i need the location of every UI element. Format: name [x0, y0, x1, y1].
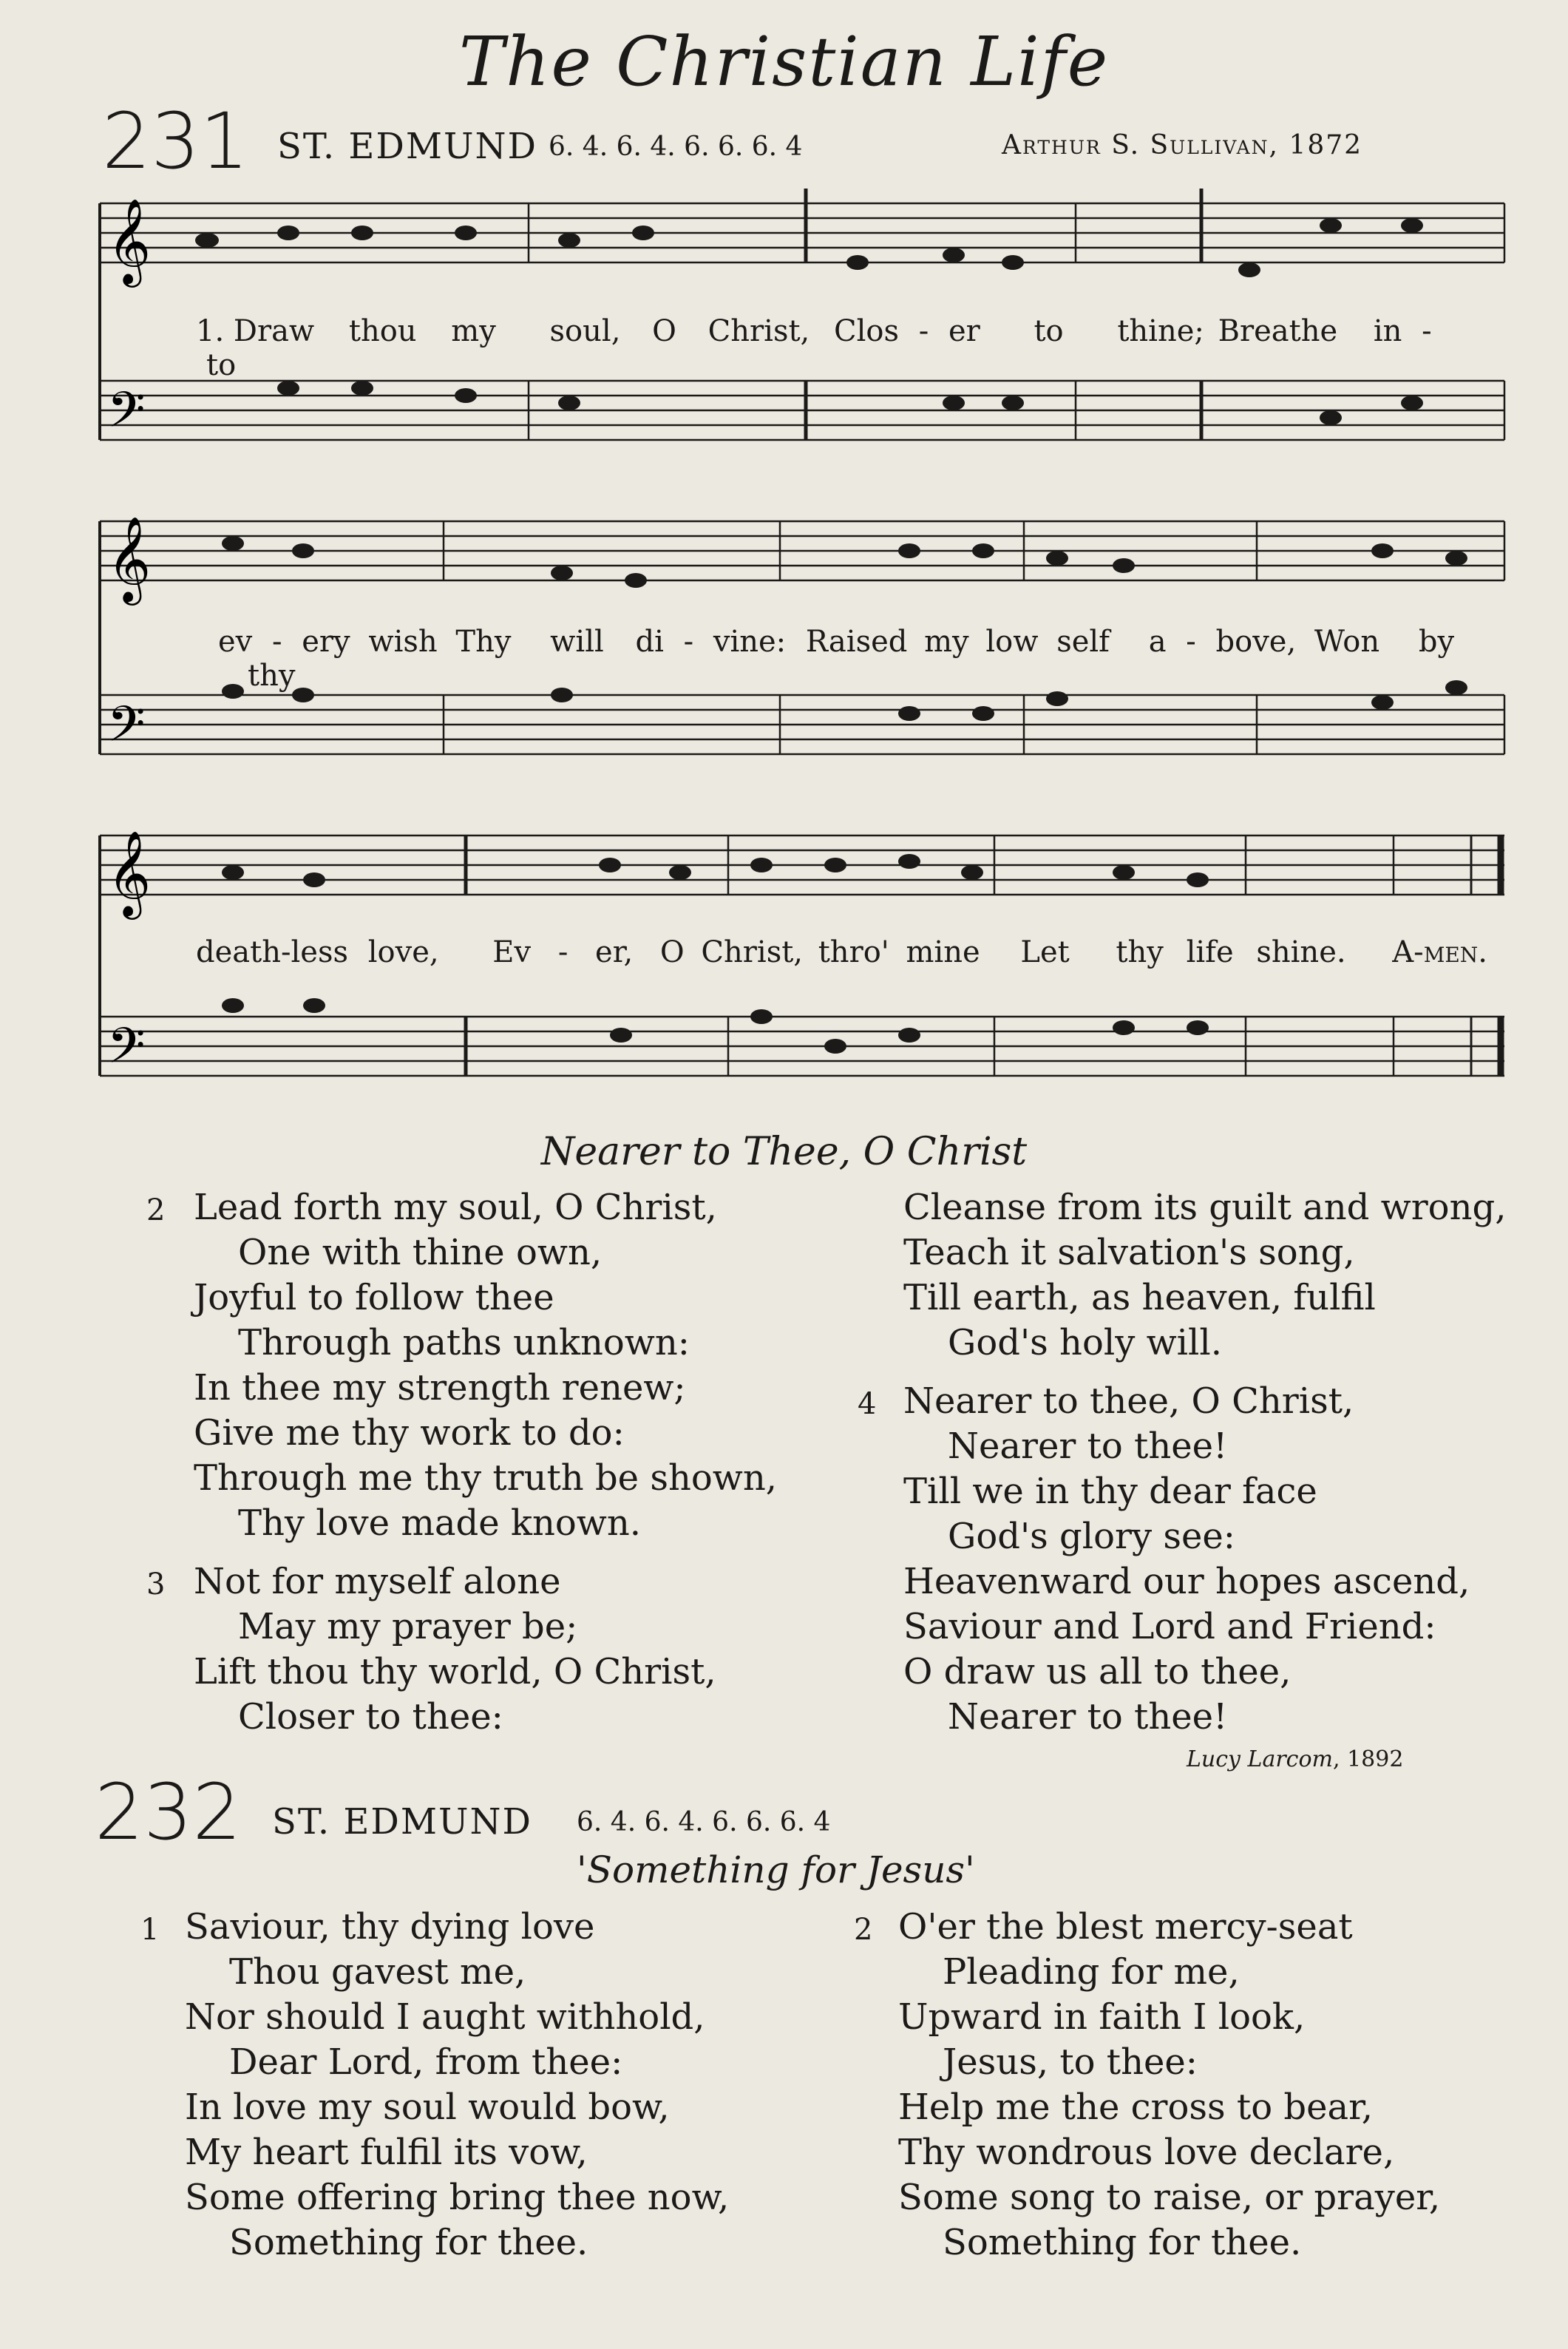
- hymn-number-232: 232: [95, 1767, 242, 1857]
- lyric-word: thy: [1116, 935, 1164, 969]
- verse-line: In thee my strength renew;: [194, 1367, 686, 1409]
- lyric-word: self: [1056, 625, 1110, 659]
- meter-231: 6. 4. 6. 4. 6. 6. 6. 4: [549, 132, 803, 162]
- verse-line: God's glory see:: [948, 1516, 1235, 1557]
- meter-232: 6. 4. 6. 4. 6. 6. 6. 4: [577, 1807, 831, 1837]
- verse-line: In love my soul would bow,: [185, 2087, 670, 2128]
- verse-line: Nearer to thee!: [948, 1426, 1228, 1467]
- lyric-word: mine: [906, 935, 980, 969]
- verse-number: 3: [146, 1567, 166, 1601]
- lyric-word: low: [985, 625, 1039, 659]
- lyric-word: Let: [1020, 935, 1070, 969]
- lyric-word: thro': [818, 935, 889, 969]
- lyrics-line-2: [218, 625, 1475, 693]
- lyric-word: er: [948, 314, 980, 348]
- lyric-word: in: [1373, 314, 1402, 348]
- verse-line: Lift thou thy world, O Christ,: [194, 1651, 716, 1692]
- verse-line: Till earth, as heaven, fulfil: [903, 1277, 1376, 1318]
- lyric-word: ery: [302, 625, 350, 659]
- lyric-word: O: [659, 935, 685, 969]
- verse-line: O draw us all to thee,: [903, 1651, 1292, 1692]
- lyric-word: -: [1422, 314, 1432, 348]
- verse-line: My heart fulfil its vow,: [185, 2132, 588, 2173]
- verse-line: Through me thy truth be shown,: [194, 1457, 778, 1499]
- author-attribution: Lucy Larcom, 1892: [1187, 1746, 1404, 1772]
- author-year: 1892: [1347, 1746, 1404, 1772]
- lyric-word: Thy: [455, 625, 512, 659]
- verse-4: [858, 1379, 1545, 1740]
- tune-name-232: ST. EDMUND: [272, 1801, 532, 1843]
- lyric-word: soul,: [549, 314, 621, 348]
- verse-line: Thou gavest me,: [229, 1951, 526, 1993]
- lyric-word: thine;: [1117, 314, 1204, 348]
- verse-line: Not for myself alone: [194, 1561, 561, 1602]
- verse-line: Cleanse from its guilt and wrong,: [903, 1187, 1507, 1228]
- lyrics-line-1: [196, 314, 1453, 382]
- verse-number: 2: [854, 1913, 873, 1947]
- lyric-word: will: [550, 625, 604, 659]
- verse-line: Something for thee.: [943, 2222, 1302, 2263]
- verse-line: Nearer to thee, O Christ,: [903, 1380, 1354, 1422]
- verse-line: Lead forth my soul, O Christ,: [194, 1187, 717, 1228]
- lyric-word: Breathe: [1218, 314, 1338, 348]
- lyric-word: Clos: [833, 314, 899, 348]
- lyric-word: love,: [367, 935, 439, 969]
- tune-name-231: ST. EDMUND: [277, 126, 537, 167]
- verse-line: One with thine own,: [238, 1232, 603, 1273]
- verse-line: Dear Lord, from thee:: [229, 2041, 623, 2083]
- lyric-word: di: [635, 625, 664, 659]
- composer-231: Arthur S. Sullivan, 1872: [1002, 130, 1363, 160]
- lyric-word: vine:: [713, 625, 787, 659]
- lyric-word: death-less: [196, 935, 348, 969]
- hymn-232-verse-1: [140, 1905, 843, 2265]
- verse-3: [148, 1559, 850, 1740]
- verse-line: Closer to thee:: [238, 1696, 503, 1738]
- hymn-231-left-column: [148, 1185, 850, 1740]
- lyric-word: by: [1418, 625, 1455, 659]
- lyric-word: Raised: [805, 625, 908, 659]
- verse-line: Through paths unknown:: [238, 1322, 690, 1363]
- verse-line: Teach it salvation's song,: [903, 1232, 1355, 1273]
- lyric-word: -: [557, 935, 569, 969]
- verse-line: Thy love made known.: [238, 1502, 642, 1544]
- bass-clef-icon: 𝄢: [107, 696, 146, 765]
- author-name: Lucy Larcom: [1187, 1746, 1333, 1772]
- verse-line: O'er the blest mercy-seat: [898, 1906, 1353, 1948]
- lyric-word: 1. Draw: [196, 314, 315, 348]
- verse-3-continued: [858, 1185, 1545, 1366]
- section-title: The Christian Life: [458, 22, 1110, 101]
- verse-line: Heavenward our hopes ascend,: [903, 1561, 1470, 1602]
- lyric-word: thou: [348, 314, 417, 348]
- lyrics-line-3: [196, 935, 1490, 969]
- lyric-word: Ev: [492, 935, 532, 969]
- lyric-word: bove,: [1215, 625, 1297, 659]
- verse-line: Till we in thy dear face: [903, 1471, 1317, 1512]
- lyric-word: -: [683, 625, 694, 659]
- lyric-word: -: [918, 314, 929, 348]
- lyric-word: a: [1148, 625, 1167, 659]
- lyric-word: O: [652, 314, 676, 348]
- lyric-word: thy: [248, 659, 296, 693]
- verse-number: 2: [146, 1193, 166, 1227]
- verse-line: Saviour and Lord and Friend:: [903, 1606, 1436, 1647]
- verse-line: Pleading for me,: [943, 1951, 1240, 1993]
- hymn-231-title: Nearer to Thee, O Christ: [540, 1130, 1028, 1174]
- treble-clef-icon: 𝄞: [107, 197, 152, 284]
- lyric-word: Christ,: [701, 935, 804, 969]
- verse-line: Saviour, thy dying love: [185, 1906, 595, 1948]
- lyric-word: my: [451, 314, 496, 348]
- lyric-word: shine.: [1256, 935, 1346, 969]
- hymn-number-231: 231: [102, 96, 249, 186]
- verse-line: Give me thy work to do:: [194, 1412, 625, 1454]
- lyric-word: -: [272, 625, 282, 659]
- verse-number: 4: [858, 1387, 877, 1421]
- lyric-word: my: [924, 625, 969, 659]
- verse-line: Help me the cross to bear,: [898, 2087, 1374, 2128]
- verse-line: Nor should I aught withhold,: [185, 1996, 705, 2038]
- lyric-word: wish: [368, 625, 438, 659]
- lyric-word: A-men.: [1392, 935, 1488, 969]
- verse-line: God's holy will.: [948, 1322, 1222, 1363]
- verse-line: Joyful to follow thee: [194, 1277, 554, 1318]
- treble-clef-icon: 𝄞: [107, 830, 152, 916]
- verse-number: 1: [140, 1913, 160, 1947]
- verse-2: [148, 1185, 850, 1546]
- lyric-word: life: [1186, 935, 1234, 969]
- lyric-word: ev: [218, 625, 253, 659]
- hymn-232-title: 'Something for Jesus': [577, 1848, 975, 1891]
- verse-line: Thy wondrous love declare,: [898, 2132, 1395, 2173]
- verse-line: Some offering bring thee now,: [185, 2177, 730, 2218]
- lyric-word: to: [206, 348, 237, 382]
- lyric-word: Won: [1314, 625, 1380, 659]
- bass-clef-icon: 𝄢: [107, 1017, 146, 1086]
- verse-line: Nearer to thee!: [948, 1696, 1228, 1738]
- lyric-word: Christ,: [707, 314, 810, 348]
- treble-clef-icon: 𝄞: [107, 515, 152, 602]
- hymn-232-verse-2: [854, 1905, 1541, 2265]
- lyric-word: to: [1034, 314, 1064, 348]
- verse-line: Jesus, to thee:: [943, 2041, 1198, 2083]
- verse-line: Upward in faith I look,: [898, 1996, 1306, 2038]
- lyric-word: er,: [595, 935, 634, 969]
- verse-line: Something for thee.: [229, 2222, 588, 2263]
- hymn-231-right-column: [858, 1185, 1545, 1740]
- verse-line: Some song to raise, or prayer,: [898, 2177, 1441, 2218]
- verse-line: May my prayer be;: [238, 1606, 578, 1647]
- lyric-word: -: [1186, 625, 1196, 659]
- bass-clef-icon: 𝄢: [107, 382, 146, 450]
